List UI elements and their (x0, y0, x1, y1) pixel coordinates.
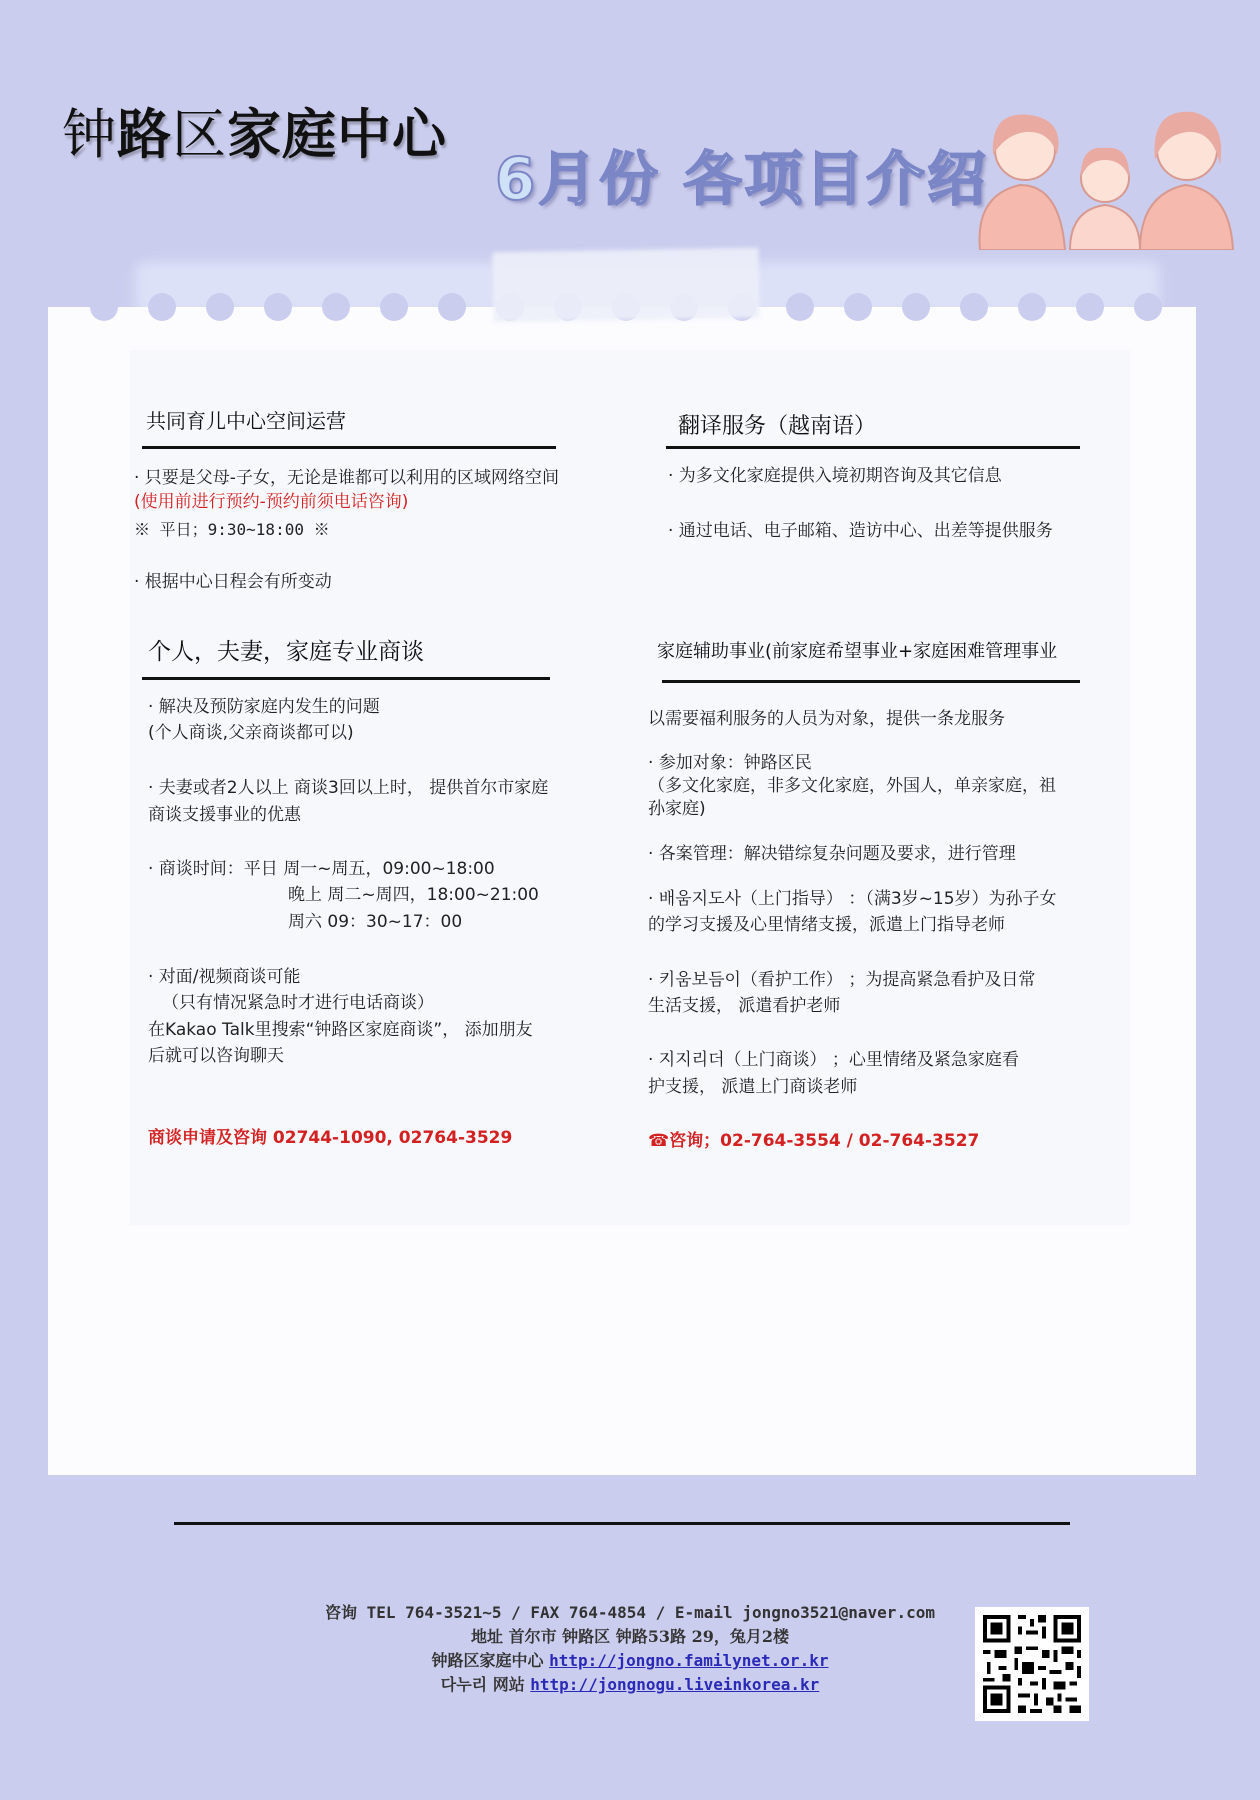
support-contact: ☎咨询；02-764-3554 / 02-764-3527 (648, 1131, 980, 1151)
counseling-hours-evening: 晚上 周二~周四，18:00~21:00 (288, 885, 539, 905)
counseling-line-8: · 对面/视频商谈可能 (148, 967, 301, 987)
paper-hole (844, 293, 872, 321)
counseling-line-1: · 解决及预防家庭内发生的问题 (148, 697, 380, 717)
qr-code[interactable] (975, 1607, 1089, 1721)
paper-hole (960, 293, 988, 321)
support-line-7: 的学习支援及心里情绪支援，派遣上门指导老师 (648, 915, 1005, 935)
section-space (146, 405, 346, 434)
page-subtitle: 6月份 各项目介绍 (495, 145, 989, 213)
section-title: 共同育儿中心空间运营 (146, 409, 346, 433)
paper-hole (148, 293, 176, 321)
support-line-8: · 키움보듬이（看护工作） ；为提高紧急看护及日常 (648, 970, 1036, 990)
footer-divider (174, 1522, 1070, 1525)
center-website-link[interactable]: http://jongno.familynet.or.kr (549, 1651, 829, 1670)
counseling-contact: 商谈申请及咨询 02744-1090, 02764-3529 (148, 1128, 513, 1148)
counseling-line-10: 在Kakao Talk里搜索“钟路区家庭商谈”， 添加朋友 (148, 1020, 533, 1040)
support-line-9: 生活支援， 派遣看护老师 (648, 996, 841, 1016)
support-line-11: 护支援， 派遣上门商谈老师 (648, 1077, 858, 1097)
section-support (657, 637, 1057, 663)
danuri-website-link[interactable]: http://jongnogu.liveinkorea.kr (530, 1675, 820, 1694)
support-line-3: （多文化家庭，非多文化家庭，外国人，单亲家庭，祖 (648, 776, 1056, 796)
section-title: 翻译服务（越南语） (678, 414, 877, 439)
counseling-hours-weekday: · 商谈时间：平日 周一~周五，09:00~18:00 (148, 859, 495, 879)
counseling-line-2: (个人商谈,父亲商谈都可以) (148, 723, 354, 743)
section-title: 家庭辅助事业(前家庭希望事业+家庭困难管理事业 (657, 641, 1058, 662)
footer-website-label: 钟路区家庭中心 (431, 1651, 550, 1670)
counseling-line-4: 商谈支援事业的优惠 (148, 805, 301, 825)
section-title: 个人，夫妻，家庭专业商谈 (148, 639, 424, 665)
support-line-2: · 参加对象：钟路区民 (648, 753, 812, 773)
support-line-1: 以需要福利服务的人员为对象，提供一条龙服务 (648, 709, 1005, 729)
paper-hole (438, 293, 466, 321)
space-line-4: · 根据中心日程会有所变动 (134, 572, 332, 592)
translation-line-2: · 通过电话、电子邮箱、造访中心、出差等提供服务 (668, 521, 1053, 541)
brand-char-2: 路 (117, 103, 172, 166)
support-line-4: 孙家庭) (648, 799, 706, 819)
section-divider (142, 446, 556, 449)
paper-hole (380, 293, 408, 321)
paper-hole (322, 293, 350, 321)
paper-hole (902, 293, 930, 321)
center-name (62, 92, 447, 169)
space-reservation-note: (使用前进行预约-预约前须电话咨询) (134, 492, 409, 512)
section-divider (662, 680, 1080, 683)
paper-hole (1076, 293, 1104, 321)
space-line-1: · 只要是父母-子女，无论是谁都可以利用的区域网络空间 (134, 468, 559, 488)
paper-hole (206, 293, 234, 321)
paper-hole (90, 293, 118, 321)
space-hours: ※ 平日；9:30~18:00 ※ (134, 520, 330, 539)
section-translation (678, 409, 876, 440)
counseling-hours-saturday: 周六 09：30~17：00 (288, 912, 463, 932)
brand-char-3: 区 (172, 103, 227, 166)
paper-hole (264, 293, 292, 321)
section-divider (142, 677, 550, 680)
tape-strip (492, 248, 759, 323)
counseling-line-3: · 夫妻或者2人以上 商谈3回以上时， 提供首尔市家庭 (148, 778, 549, 798)
brand-char-4: 家庭中心 (227, 103, 447, 166)
translation-line-1: · 为多文化家庭提供入境初期咨询及其它信息 (668, 466, 1002, 486)
section-counseling (148, 633, 424, 666)
footer-address: 地址 首尔市 钟路区 钟路53路 29，兔月2楼 (471, 1627, 789, 1646)
paper-hole (1134, 293, 1162, 321)
support-line-6: · 배움지도사（上门指导） ：（满3岁~15岁）为孙子女 (648, 889, 1057, 909)
footer-danuri-label: 다누리 网站 (440, 1675, 531, 1694)
counseling-line-9: （只有情况紧急时才进行电话商谈） (162, 993, 434, 1013)
counseling-line-11: 后就可以咨询聊天 (148, 1046, 284, 1066)
brand-char-1: 钟 (62, 103, 117, 166)
support-line-10: · 지지리더（上门商谈） ；心里情绪及紧急家庭看 (648, 1050, 1019, 1070)
paper-hole (1018, 293, 1046, 321)
paper-hole (786, 293, 814, 321)
family-illustration (965, 100, 1245, 250)
support-line-5: · 各案管理：解决错综复杂问题及要求，进行管理 (648, 844, 1016, 864)
footer-contact: 咨询 TEL 764-3521~5 / FAX 764-4854 / E-mail jongno3521@naver.com (325, 1603, 935, 1622)
section-divider (666, 446, 1080, 449)
